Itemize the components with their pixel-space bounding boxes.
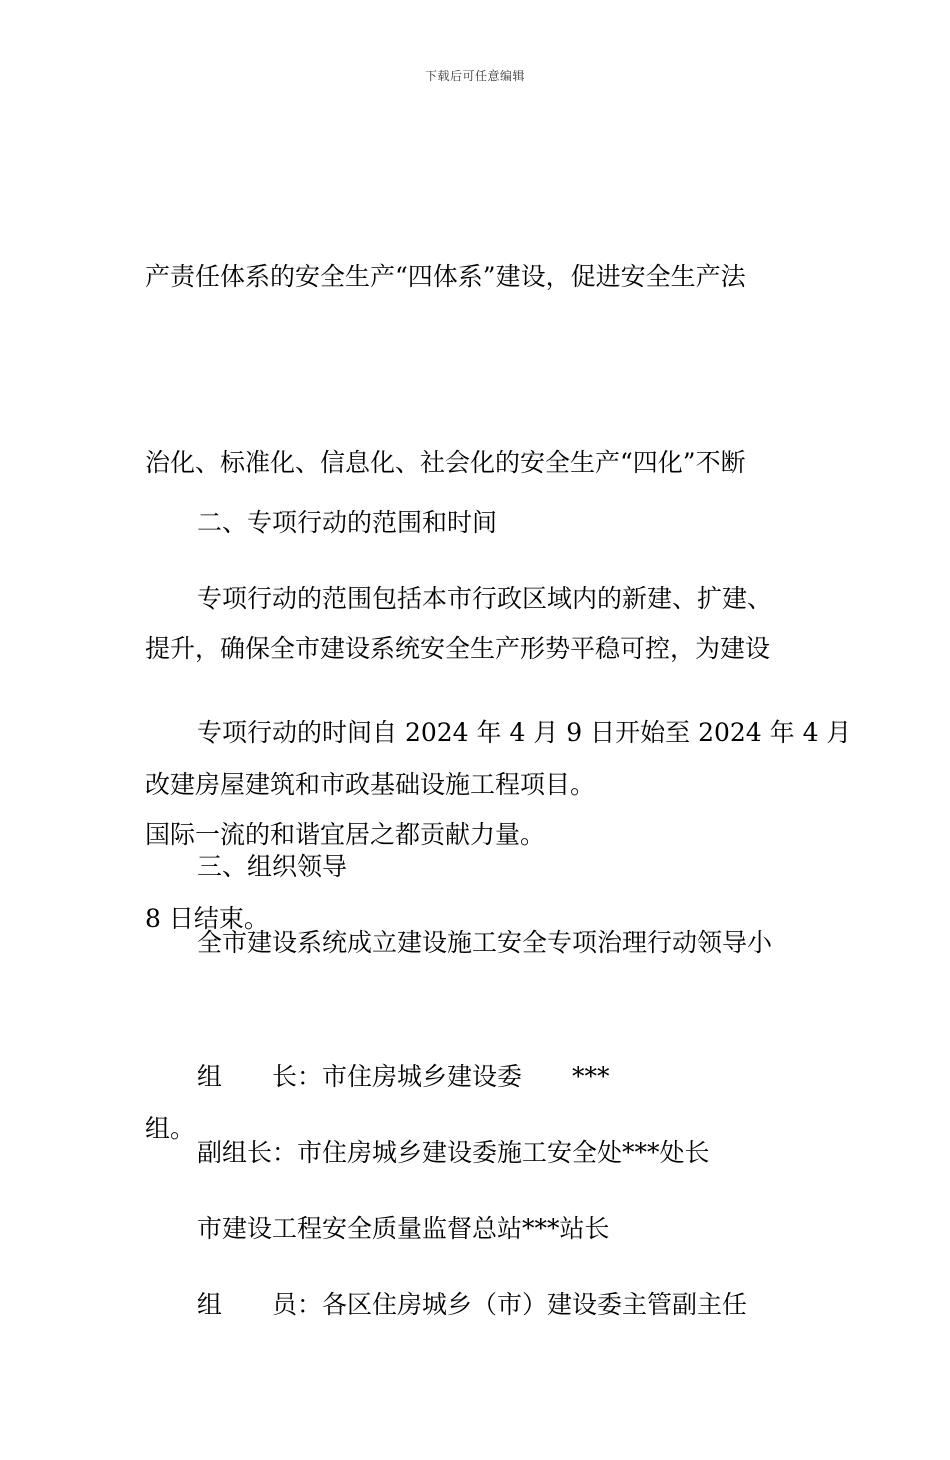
text-line: 治化、标准化、信息化、社会化的安全生产“四化”不断 (145, 448, 746, 477)
text-line: 国际一流的和谐宜居之都贡献力量。 (145, 820, 546, 849)
text-line: 提升，确保全市建设系统安全生产形势平稳可控，为建设 (145, 634, 771, 663)
text-line: 副组长：市住房城乡建设委施工安全处***处长 (197, 1138, 710, 1167)
text-line: 全市建设系统成立建设施工安全专项治理行动领导小 (197, 928, 773, 957)
text-line: 组 长：市住房城乡建设委 *** (197, 1062, 610, 1091)
text-line: 市建设工程安全质量监督总站***站长 (197, 1214, 610, 1243)
text-line: 改建房屋建筑和市政基础设施工程项目。 (145, 770, 596, 799)
text-line: 8 日结束。 (145, 904, 269, 933)
text-line: 专项行动的时间自 2024 年 4 月 9 日开始至 2024 年 4 月 (197, 718, 852, 747)
page-header: 下载后可任意编辑 (424, 69, 525, 83)
heading-text: 二、专项行动的范围和时间 (197, 508, 498, 537)
text-line: 组 员：各区住房城乡（市）建设委主管副主任 (197, 1290, 748, 1319)
heading-text: 三、组织领导 (197, 852, 348, 881)
members-line (145, 1150, 805, 1460)
text-line: 产责任体系的安全生产“四体系”建设，促进安全生产法 (145, 262, 746, 291)
text-line: 专项行动的范围包括本市行政区域内的新建、扩建、 (197, 584, 773, 613)
text-line: 组。 (145, 1114, 196, 1143)
